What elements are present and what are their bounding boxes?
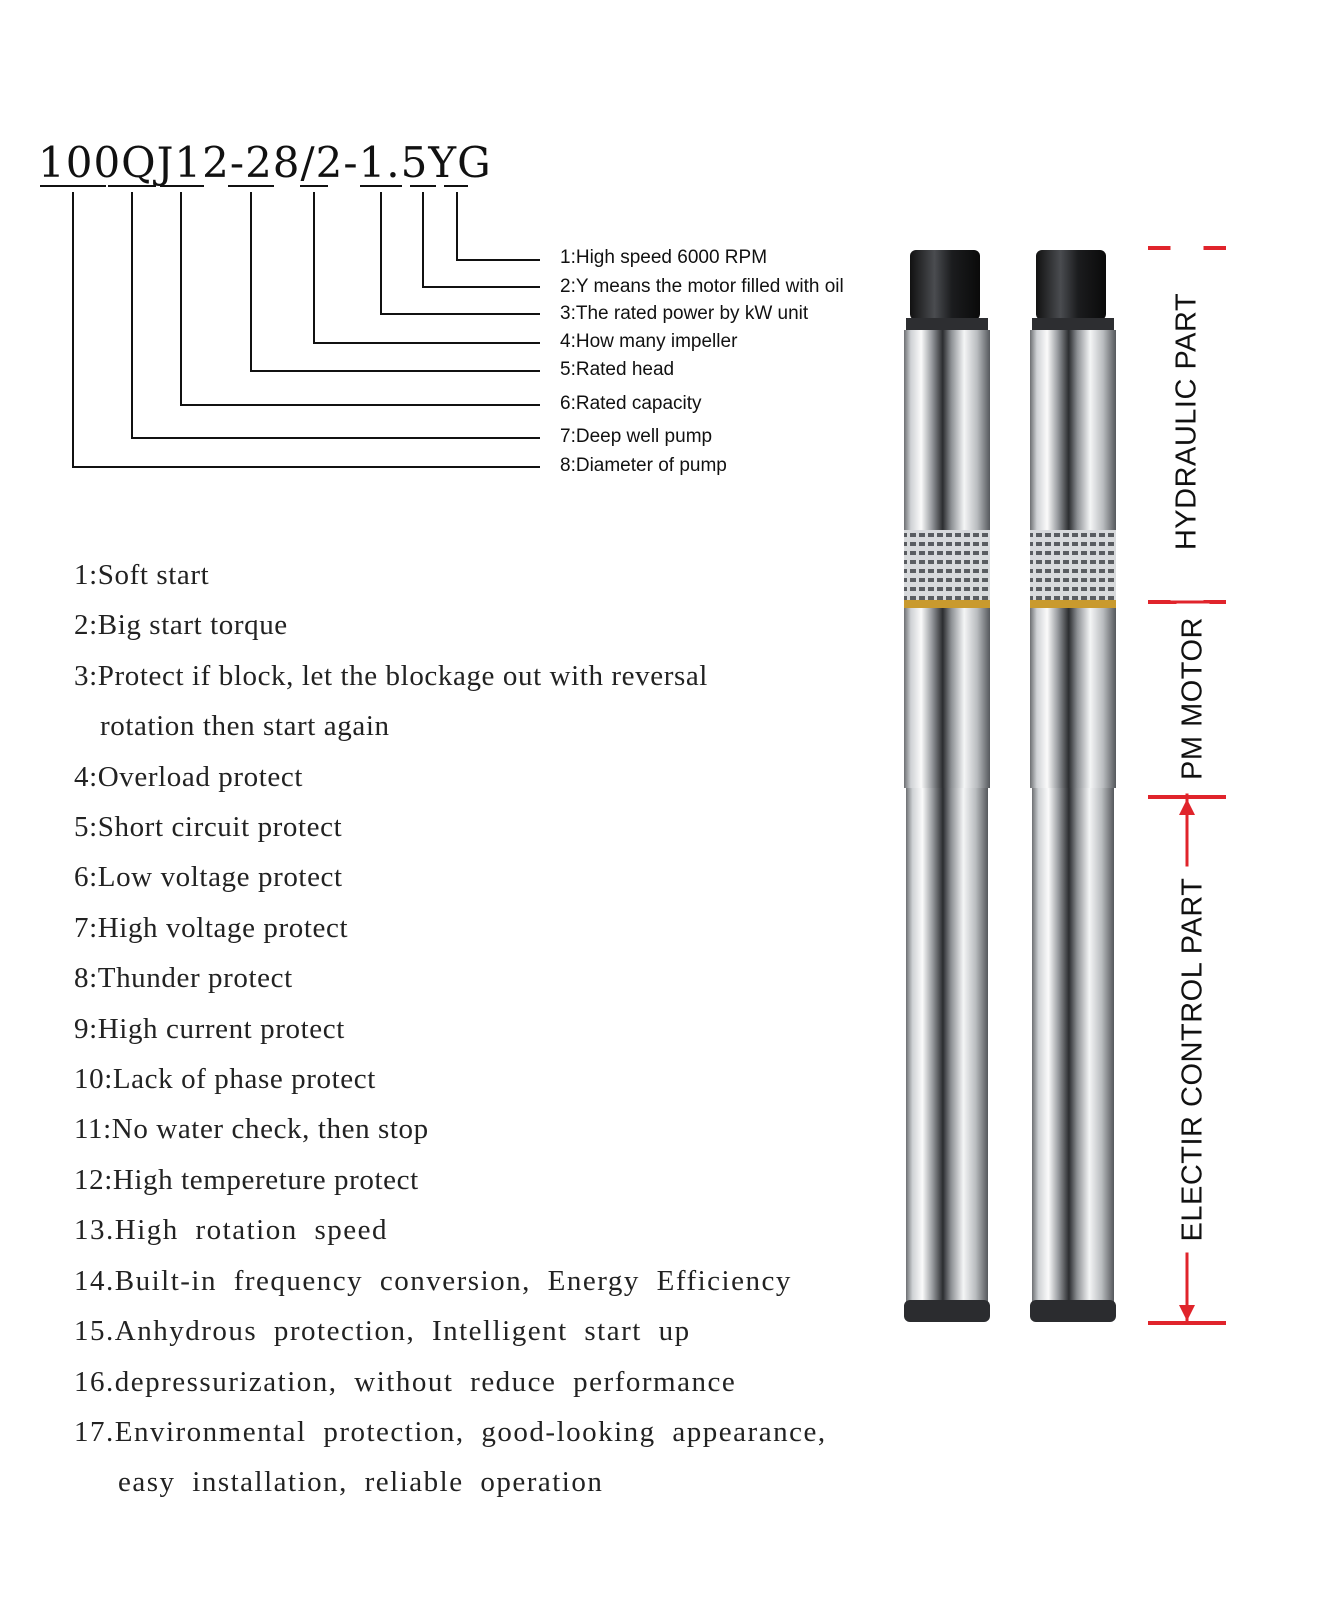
feature-item: 1:Soft start [74, 559, 210, 591]
pump-right-control-body [1032, 788, 1114, 1308]
legend-item-4: 4:How many impeller [560, 331, 738, 352]
pump-image-right [1030, 250, 1116, 1322]
pump-left-base [904, 1300, 990, 1322]
pump-right-outlet-cap [1036, 250, 1106, 320]
arrow-control-down [1179, 1305, 1195, 1321]
pump-image-left [904, 250, 990, 1322]
pump-right-hydraulic-body [1030, 330, 1116, 530]
pump-left-intake-grille [904, 530, 990, 600]
legend-item-3: 3:The rated power by kW unit [560, 303, 809, 324]
pump-left-control-body [906, 788, 988, 1308]
feature-item: 6:Low voltage protect [74, 861, 343, 894]
legend-item-5: 5:Rated head [560, 359, 675, 380]
feature-item: 2:Big start torque [74, 609, 288, 642]
pump-left-hydraulic-body [904, 330, 990, 530]
feature-item: 9:High current protect [74, 1012, 345, 1045]
feature-item: 14.Built-in frequency conversion, Energy Efficiency [74, 1264, 792, 1297]
feature-item: 3:Protect if block, let the blockage out with reversal rotation then start again [74, 659, 708, 743]
feature-item: 13.High rotation speed [74, 1214, 388, 1247]
feature-item: 15.Anhydrous protection, Intelligent start up [74, 1315, 691, 1348]
feature-item: 4:Overload protect [74, 760, 304, 793]
pump-left-outlet-cap [910, 250, 980, 320]
feature-item: 17.Environmental protection, good-looking appearance, easy installation, reliable operation [74, 1415, 827, 1499]
arrow-control-up [1179, 799, 1195, 815]
pump-left-motor-body [904, 608, 990, 788]
pump-right-motor-body [1030, 608, 1116, 788]
feature-item: 11:No water check, then stop [74, 1113, 429, 1146]
feature-item: 7:High voltage protect [74, 911, 349, 944]
feature-item: 8:Thunder protect [74, 962, 293, 995]
feature-item: 5:Short circuit protect [74, 811, 343, 844]
legend-item-8: 8:Diameter of pump [560, 455, 727, 476]
model-code: 100QJ12-28/2-1.5YG [38, 138, 492, 187]
feature-item: 12:High tempereture protect [74, 1163, 419, 1196]
pump-right-intake-grille [1030, 530, 1116, 600]
legend-item-2: 2:Y means the motor filled with oil [560, 276, 844, 297]
legend-item-7: 7:Deep well pump [560, 426, 713, 447]
label-pm-motor: PM MOTOR [1177, 604, 1210, 794]
feature-item: 16.depressurization, without reduce performance [74, 1365, 737, 1398]
legend-item-6: 6:Rated capacity [560, 393, 702, 414]
legend-item-1: 1:High speed 6000 RPM [560, 247, 768, 268]
label-hydraulic-part: HYDRAULIC PART [1171, 243, 1204, 601]
pump-right-gold-band [1030, 600, 1116, 608]
feature-item: 10:Lack of phase protect [74, 1063, 376, 1096]
pump-right-base [1030, 1300, 1116, 1322]
pump-left-gold-band [904, 600, 990, 608]
label-electric-control-part: ELECTIR CONTROL PART [1177, 867, 1210, 1253]
